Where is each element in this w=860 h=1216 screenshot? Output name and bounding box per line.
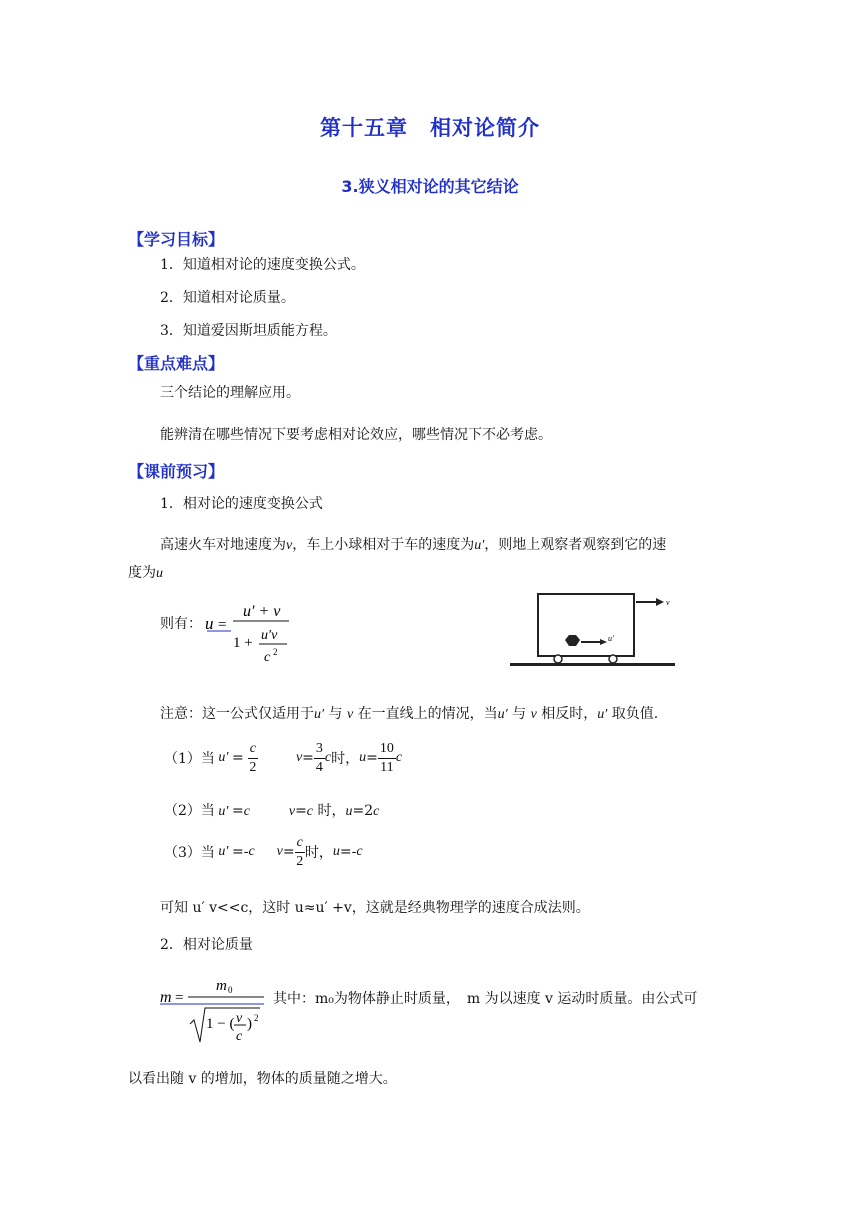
- mass-conclusion: 以看出随 v 的增加，物体的质量随之增大。: [128, 1071, 397, 1087]
- svg-text:u′ + v: u′ + v: [243, 603, 281, 620]
- key-point-text: 三个结论的理解应用。: [160, 385, 300, 401]
- chapter-title: 第十五章 相对论简介: [320, 116, 540, 140]
- mass-formula: [160, 972, 270, 1052]
- svg-text:2: 2: [254, 1013, 259, 1023]
- ground: [510, 663, 675, 666]
- svg-text:u: u: [205, 614, 214, 633]
- svg-text:m: m: [216, 978, 227, 994]
- svg-text:=: =: [218, 617, 227, 633]
- goal-item: 1．知道相对论的速度变换公式。: [160, 257, 365, 273]
- intro-line-2: 度为u: [128, 565, 163, 581]
- case-2: （2）当 u′ =c v=c 时，u=2c: [164, 803, 380, 819]
- svg-text:u′v: u′v: [261, 628, 278, 643]
- svg-text:=: =: [175, 990, 184, 1006]
- svg-text:1 +: 1 +: [233, 635, 253, 651]
- goal-item: 2．知道相对论质量。: [160, 290, 295, 306]
- section-title: 3.狭义相对论的其它结论: [341, 177, 519, 196]
- svg-text:1 − (: 1 − (: [206, 1016, 235, 1032]
- train-car: [538, 594, 634, 656]
- subsection-velocity: 1．相对论的速度变换公式: [160, 496, 323, 512]
- mass-explanation: 其中：m₀为物体静止时质量， m 为以速度 v 运动时质量。由公式可: [273, 991, 698, 1007]
- fraction: $\frac{3}{4}$: [315, 740, 323, 775]
- svg-text:): ): [247, 1016, 252, 1032]
- ball-velocity-label: u′: [608, 634, 614, 643]
- velocity-formula-graphic: [205, 599, 300, 669]
- fraction: $\frac{c}{2}$: [296, 834, 304, 869]
- svg-text:c: c: [264, 650, 271, 665]
- classical-rule: 可知 u′ v<<c，这时 u≈u′ +v，这就是经典物理学的速度合成法则。: [160, 900, 590, 916]
- mass-formula-graphic: [160, 972, 270, 1048]
- formula-label: 则有：: [160, 616, 202, 632]
- svg-text:c: c: [236, 1029, 243, 1044]
- svg-text:2: 2: [273, 647, 278, 657]
- wheel: [554, 655, 562, 663]
- key-point-text: 能辨清在哪些情况下要考虑相对论效应，哪些情况下不必考虑。: [160, 427, 552, 443]
- case-1: （1）当 u′ = $\frac{c}{2}$ v = $\frac{3}{4}$ c 时， u = $\frac{10}{11}$ c: [164, 740, 403, 775]
- svg-text:m: m: [160, 989, 172, 1006]
- train-diagram: [508, 588, 678, 670]
- fraction: $\frac{c}{2}$: [249, 740, 257, 775]
- note-text: 注意：这一公式仅适用于u′ 与 v 在一直线上的情况，当u′ 与 v 相反时，u′ 取负值.: [160, 706, 659, 722]
- svg-text:0: 0: [228, 985, 233, 995]
- train-figure: [508, 588, 678, 674]
- train-velocity-label: v: [666, 598, 670, 607]
- velocity-formula: [205, 599, 300, 673]
- subsection-mass: 2．相对论质量: [160, 937, 253, 953]
- goals-heading: 【学习目标】: [128, 230, 225, 249]
- wheel: [609, 655, 617, 663]
- fraction: $\frac{10}{11}$: [379, 740, 394, 775]
- case-3: （3）当 u′ =- c v = $\frac{c}{2}$ 时， u =- c: [164, 834, 363, 869]
- goal-item: 3．知道爱因斯坦质能方程。: [160, 323, 337, 339]
- svg-text:v: v: [236, 1011, 243, 1026]
- key-points-heading: 【重点难点】: [128, 354, 225, 373]
- preview-heading: 【课前预习】: [128, 462, 225, 481]
- intro-line-1: 高速火车对地速度为v，车上小球相对于车的速度为u′，则地上观察者观察到它的速: [160, 537, 667, 553]
